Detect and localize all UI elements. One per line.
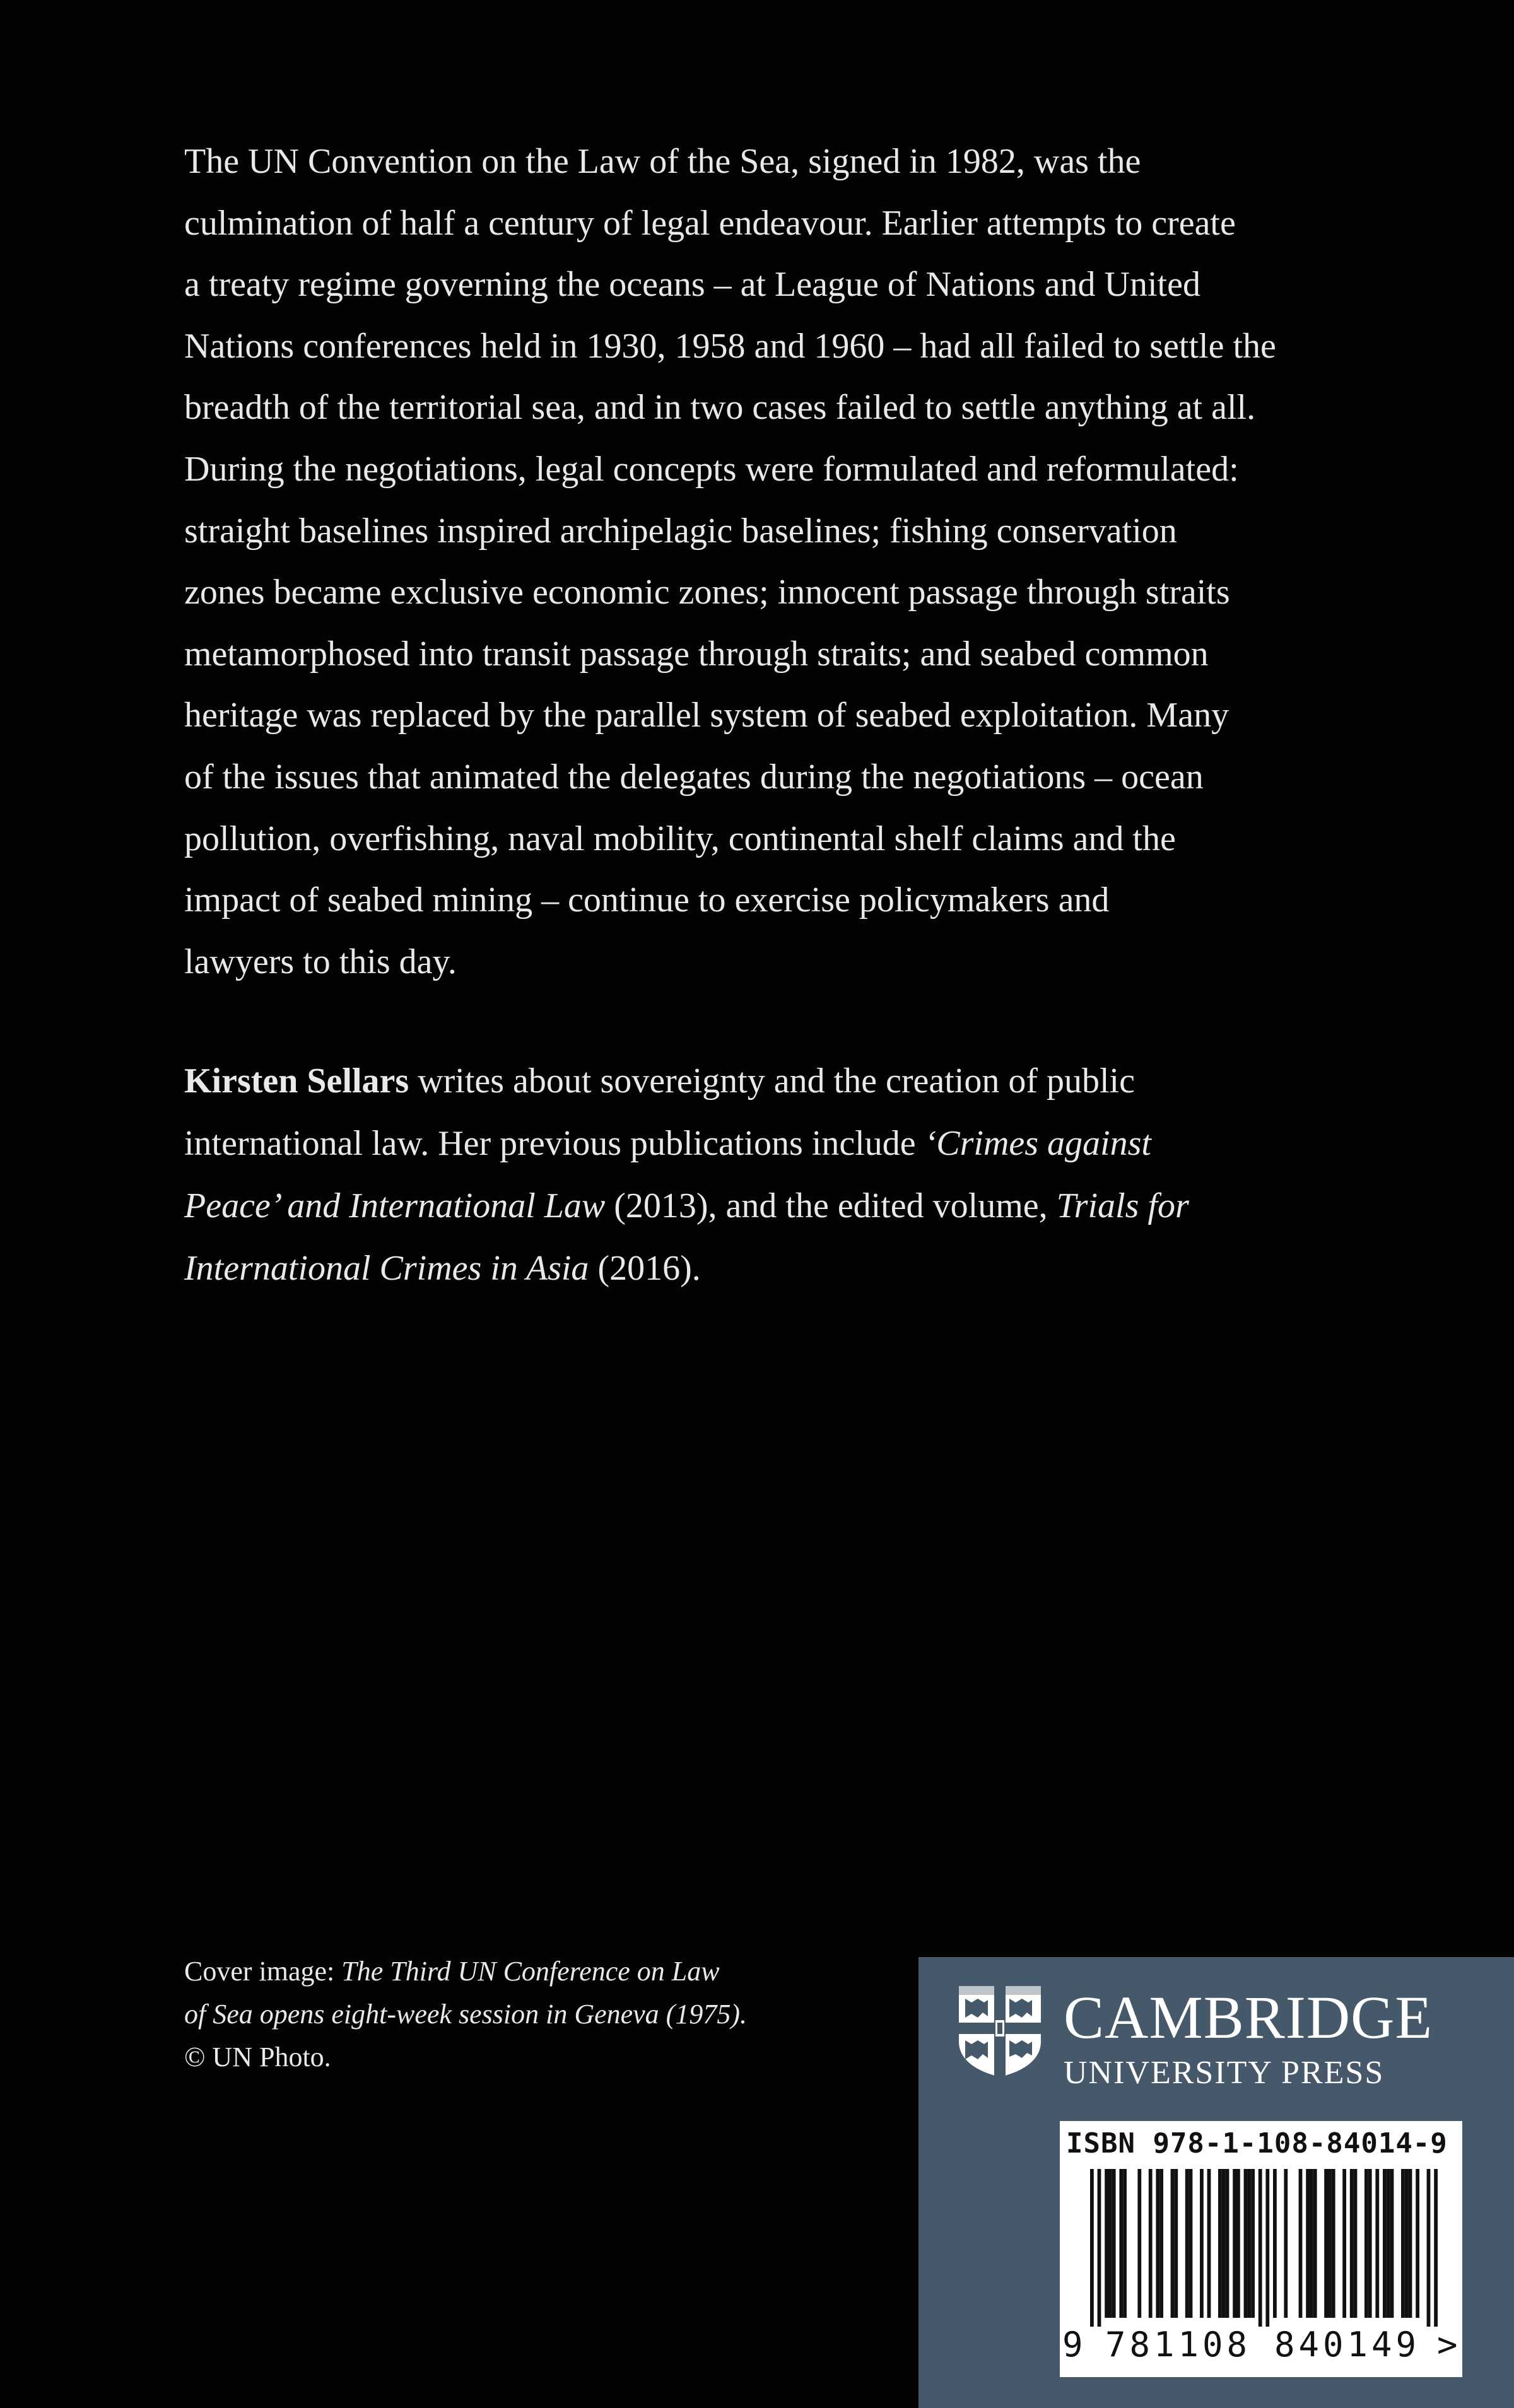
bio-line xyxy=(184,1113,1402,1175)
barcode-bar xyxy=(1434,2169,1438,2327)
barcode-bar xyxy=(1222,2169,1226,2318)
barcode-bar xyxy=(1156,2169,1159,2318)
blurb-line: heritage was replaced by the parallel system of seabed exploitation. Many xyxy=(184,696,1229,735)
blurb-line: a treaty regime governing the oceans – at League of Nations and United xyxy=(184,265,1200,305)
ean-quiet-zone-mark: > xyxy=(1437,2325,1458,2364)
barcode-bar xyxy=(1251,2169,1255,2318)
barcode-bar xyxy=(1401,2169,1405,2318)
barcode-bar xyxy=(1427,2169,1431,2327)
barcode-bar xyxy=(1342,2169,1346,2318)
credit-line xyxy=(184,1993,878,2036)
bio-text: international law. Her previous publications include xyxy=(184,1124,925,1163)
blurb-line: of the issues that animated the delegates during the negotiations – ocean xyxy=(184,757,1204,797)
author-bio xyxy=(184,1050,1402,1300)
barcode-bar xyxy=(1119,2169,1123,2318)
barcode-bar xyxy=(1299,2169,1303,2318)
barcode-bar xyxy=(1368,2169,1372,2318)
blurb-line: straight baselines inspired archipelagic baselines; fishing conservation xyxy=(184,511,1177,551)
barcode-bar xyxy=(1375,2169,1379,2318)
barcode-bar xyxy=(1207,2169,1211,2318)
publisher-panel xyxy=(918,1957,1514,2408)
book-title: Trials for xyxy=(1056,1186,1189,1225)
barcode-bar xyxy=(1387,2169,1390,2318)
bio-text: (2013), and the edited volume, xyxy=(605,1186,1057,1225)
barcode-bar xyxy=(1416,2169,1419,2318)
book-title: ‘Crimes against xyxy=(924,1124,1151,1163)
blurb-line: zones became exclusive economic zones; innocent passage through straits xyxy=(184,573,1230,612)
barcode-bar xyxy=(1350,2169,1354,2318)
publisher-subtitle: UNIVERSITY PRESS xyxy=(1064,2055,1385,2091)
bio-line xyxy=(184,1175,1402,1237)
publisher-wordmark xyxy=(1064,1984,1433,2093)
publisher-name: CAMBRIDGE xyxy=(1064,1984,1433,2051)
barcode-bar xyxy=(1090,2169,1094,2327)
barcode-bar xyxy=(1313,2169,1317,2318)
isbn-barcode xyxy=(1060,2121,1462,2377)
isbn-label: ISBN 978-1-108-84014-9 xyxy=(1066,2127,1448,2160)
barcode-bar xyxy=(1123,2169,1127,2318)
bio-line xyxy=(184,1050,1402,1113)
barcode-bar xyxy=(1284,2169,1288,2318)
barcode-bar xyxy=(1233,2169,1236,2318)
barcode-bar xyxy=(1273,2169,1277,2318)
barcode-bar xyxy=(1236,2169,1240,2318)
barcode-bar xyxy=(1324,2169,1328,2318)
barcode-bar xyxy=(1098,2169,1101,2327)
barcode-bar xyxy=(1185,2169,1189,2318)
bio-line xyxy=(184,1237,1402,1300)
credit-prefix: Cover image: xyxy=(184,1956,342,1987)
ean-right-group: 840149 xyxy=(1274,2325,1421,2364)
book-title: International Crimes in Asia xyxy=(184,1249,589,1288)
ean-left-group: 781108 xyxy=(1105,2325,1252,2364)
blurb-line: culmination of half a century of legal endeavour. Earlier attempts to create xyxy=(184,203,1236,243)
cambridge-crest-icon xyxy=(956,1984,1043,2078)
blurb-line: Nations conferences held in 1930, 1958 and 1960 – had all failed to settle the xyxy=(184,326,1276,366)
blurb-line: impact of seabed mining – continue to exercise policymakers and xyxy=(184,880,1110,920)
description-paragraph xyxy=(184,131,1402,993)
barcode-bars xyxy=(1060,2169,1462,2327)
barcode-bar xyxy=(1137,2169,1141,2318)
ean-first-digit: 9 xyxy=(1062,2325,1083,2364)
blurb-line: lawyers to this day. xyxy=(184,942,457,981)
barcode-bar xyxy=(1354,2169,1358,2318)
barcode-bar xyxy=(1306,2169,1310,2318)
description-blurb xyxy=(184,131,1402,993)
barcode-bar xyxy=(1244,2169,1248,2318)
barcode-bar xyxy=(1105,2169,1108,2318)
blurb-line: breadth of the territorial sea, and in two cases failed to settle anything at all. xyxy=(184,388,1256,428)
barcode-bar xyxy=(1149,2169,1153,2318)
credit-caption: The Third UN Conference on Law xyxy=(341,1956,720,1987)
barcode-bar xyxy=(1174,2169,1178,2318)
barcode-bar xyxy=(1218,2169,1222,2318)
barcode-bar xyxy=(1328,2169,1332,2318)
barcode-bar xyxy=(1390,2169,1394,2318)
blurb-line: metamorphosed into transit passage through straits; and seabed common xyxy=(184,634,1209,674)
cover-image-credit xyxy=(184,1950,878,2079)
barcode-bar xyxy=(1171,2169,1175,2318)
barcode-bar xyxy=(1364,2169,1368,2318)
barcode-bar xyxy=(1159,2169,1163,2318)
barcode-bar xyxy=(1112,2169,1116,2318)
author-name: Kirsten Sellars xyxy=(184,1061,409,1101)
barcode-bar xyxy=(1259,2169,1262,2327)
barcode-bar xyxy=(1247,2169,1251,2318)
barcode-bar xyxy=(1409,2169,1412,2318)
credit-line xyxy=(184,1950,878,1993)
credit-caption: of Sea opens eight-week session in Geneva (1975). xyxy=(184,1999,747,2030)
barcode-bar xyxy=(1189,2169,1193,2318)
blurb-line: During the negotiations, legal concepts were formulated and reformulated: xyxy=(184,449,1239,489)
bio-text: (2016). xyxy=(589,1249,701,1288)
barcode-bar xyxy=(1200,2169,1204,2318)
barcode-bar xyxy=(1332,2169,1335,2318)
blurb-line: pollution, overfishing, naval mobility, continental shelf claims and the xyxy=(184,819,1176,858)
barcode-bar xyxy=(1310,2169,1313,2318)
blurb-line: The UN Convention on the Law of the Sea, signed in 1982, was the xyxy=(184,142,1141,181)
barcode-bar xyxy=(1383,2169,1387,2318)
barcode-bar xyxy=(1265,2169,1269,2327)
barcode-bar xyxy=(1405,2169,1409,2318)
book-title: Peace’ and International Law xyxy=(184,1186,606,1225)
bio-text: writes about sovereignty and the creation of public xyxy=(409,1061,1135,1101)
credit-copyright: © UN Photo. xyxy=(184,2042,331,2072)
barcode-bar xyxy=(1226,2169,1229,2318)
barcode-bar xyxy=(1108,2169,1112,2318)
